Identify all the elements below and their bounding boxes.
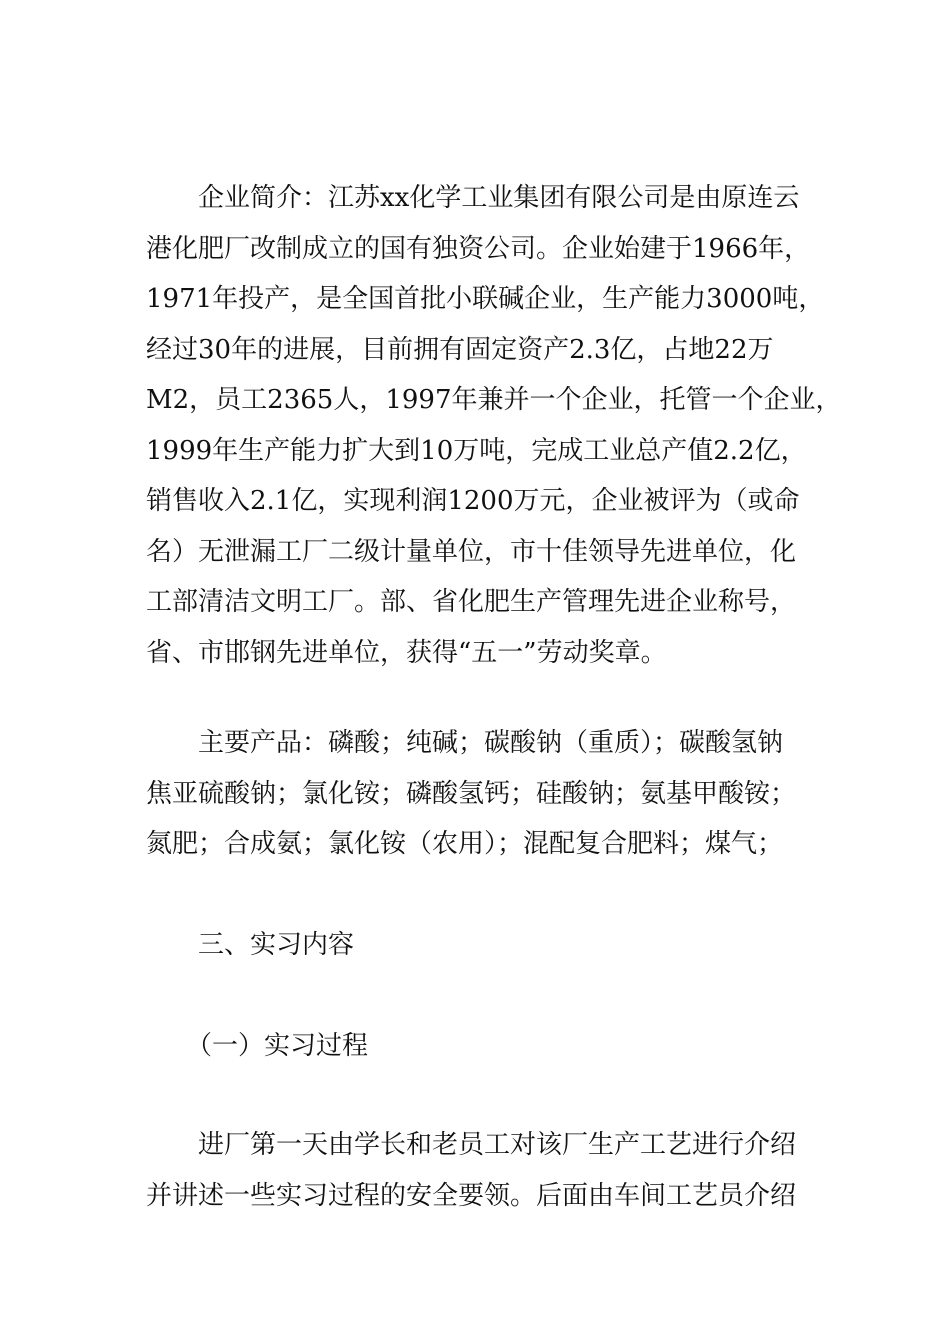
text-line: 进厂第一天由学长和老员工对该厂生产工艺进行介绍 bbox=[198, 1130, 797, 1160]
main-products-paragraph bbox=[146, 718, 826, 870]
text-line: 名）无泄漏工厂二级计量单位，市十佳领导先进单位，化 bbox=[146, 536, 797, 567]
text-line: 并讲述一些实习过程的安全要领。后面由车间工艺员介绍 bbox=[146, 1180, 797, 1211]
text-line: 港化肥厂改制成立的国有独资公司。企业始建于1966年， bbox=[146, 233, 811, 264]
text-line: 1999年生产能力扩大到10万吨，完成工业总产值2.2亿， bbox=[146, 435, 807, 466]
text-line: 销售收入2.1亿，实现利润1200万元，企业被评为（或命 bbox=[146, 486, 800, 516]
text-line: 主要产品：磷酸；纯碱；碳酸钠（重质）；碳酸氢钠 bbox=[198, 728, 784, 758]
text-line: 1971年投产，是全国首批小联碱企业，生产能力3000吨， bbox=[146, 284, 825, 314]
heading-text: （一）实习过程 bbox=[186, 1031, 369, 1061]
text-line: 工部清洁文明工厂。部、省化肥生产管理先进企业称号， bbox=[146, 587, 797, 617]
section-heading bbox=[146, 920, 826, 971]
text-line: 省、市邯钢先进单位，获得“五一”劳动奖章。 bbox=[146, 637, 667, 668]
text-line: 经过30年的进展，目前拥有固定资产2.3亿，占地22万 bbox=[146, 334, 774, 365]
heading-text: 三、实习内容 bbox=[198, 930, 355, 960]
text-line: M2，员工2365人，1997年兼并一个企业，托管一个企业， bbox=[146, 385, 842, 415]
text-line: 焦亚硫酸钠；氯化铵；磷酸氢钙；硅酸钠；氨基甲酸铵； bbox=[146, 778, 797, 809]
text-line: 氮肥；合成氨；氯化铵（农用）；混配复合肥料；煤气； bbox=[146, 829, 784, 859]
text-line: 企业简介：江苏xx化学工业集团有限公司是由原连云 bbox=[198, 183, 800, 213]
subsection-heading bbox=[146, 1021, 826, 1072]
process-paragraph bbox=[146, 1120, 826, 1221]
company-intro-paragraph bbox=[146, 173, 842, 678]
